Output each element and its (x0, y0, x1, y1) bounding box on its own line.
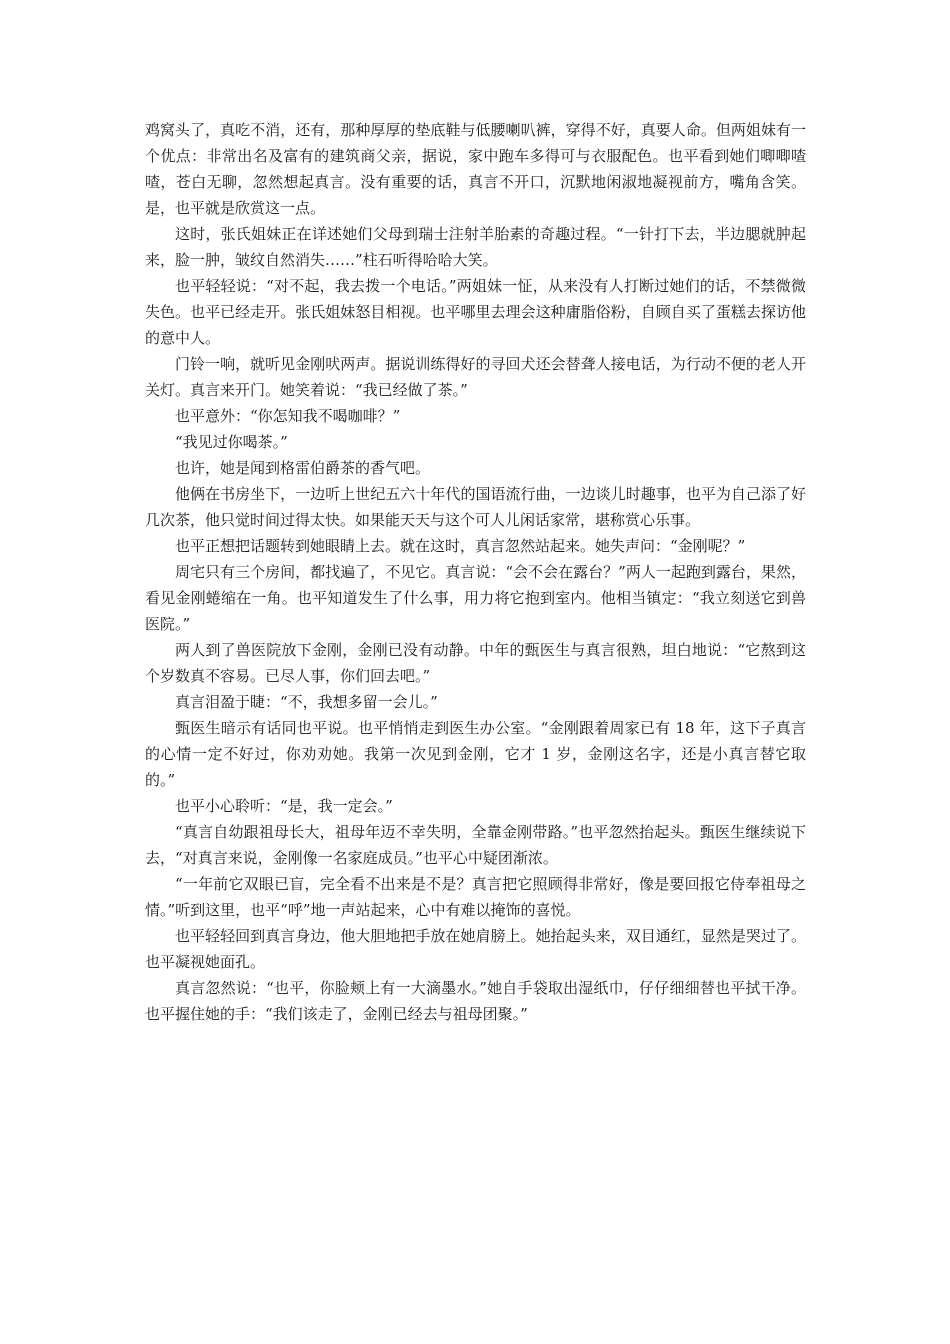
paragraph-12: 真言泪盈于睫：“不，我想多留一会儿。” (175, 693, 438, 711)
paragraph-9: 也平正想把话题转到她眼睛上去。就在这时，真言忽然站起来。她失声问：“金刚呢？” (175, 537, 746, 555)
paragraph-15: “真言自幼跟祖母长大，祖母年迈不幸失明，全靠金刚带路。”也平忽然抬起头。甄医生继续说下去，“对真言来说，金刚像一名家庭成员。”也平心中疑团渐浓。 (145, 823, 806, 867)
paragraph-1: 鸡窝头了，真吃不消，还有，那种厚厚的垫底鞋与低腰喇叭裤，穿得不好，真要人命。但两姐妹有一个优点：非常出名及富有的建筑商父亲，据说，家中跑车多得可与衣服配色。也平看到她们唧唧喳喳，苍白无聊，忽然想起真言。没有重要的话，真言不开口，沉默地闲淑地凝视前方，嘴角含笑。是，也平就是欣赏这一点。 (145, 121, 806, 217)
paragraph-18: 真言忽然说：“也平，你脸颊上有一大滴墨水。”她自手袋取出湿纸巾，仔仔细细替也平拭干净。也平握住她的手：“我们该走了，金刚已经去与祖母团聚。” (145, 979, 806, 1023)
paragraph-16: “一年前它双眼已盲，完全看不出来是不是？真言把它照顾得非常好，像是要回报它侍奉祖母之情。”听到这里，也平“呼”地一声站起来，心中有难以掩饰的喜悦。 (145, 875, 806, 919)
paragraph-13: 甄医生暗示有话同也平说。也平悄悄走到医生办公室。“金刚跟着周家已有 18 年，这下子真言的心情一定不好过，你劝劝她。我第一次见到金刚，它才 1 岁，金刚这名字，还是小真言替它取的。” (145, 719, 806, 789)
paragraph-17: 也平轻轻回到真言身边，他大胆地把手放在她肩膀上。她抬起头来，双目通红，显然是哭过了。也平凝视她面孔。 (145, 927, 806, 971)
paragraph-5: 也平意外：“你怎知我不喝咖啡？” (175, 407, 401, 425)
paragraph-3: 也平轻轻说：“对不起，我去拨一个电话。”两姐妹一怔，从来没有人打断过她们的话，不禁微微失色。也平已经走开。张氏姐妹怒目相视。也平哪里去理会这种庸脂俗粉，自顾自买了蛋糕去探访他的意中人。 (145, 277, 806, 347)
paragraph-8: 他俩在书房坐下，一边听上世纪五六十年代的国语流行曲，一边谈儿时趣事，也平为自己添了好几次茶，他只觉时间过得太快。如果能天天与这个可人儿闲话家常，堪称赏心乐事。 (145, 485, 806, 529)
paragraph-4: 门铃一响，就听见金刚吠两声。据说训练得好的寻回犬还会替聋人接电话，为行动不便的老人开关灯。真言来开门。她笑着说：“我已经做了茶。” (145, 355, 806, 399)
paragraph-6: “我见过你喝茶。” (175, 433, 288, 451)
paragraph-10: 周宅只有三个房间，都找遍了，不见它。真言说：“会不会在露台？”两人一起跑到露台，果然，看见金刚蜷缩在一角。也平知道发生了什么事，用力将它抱到室内。他相当镇定：“我立刻送它到兽医院。” (145, 563, 806, 633)
paragraph-7: 也许，她是闻到格雷伯爵茶的香气吧。 (175, 459, 431, 477)
paragraph-11: 两人到了兽医院放下金刚，金刚已没有动静。中年的甄医生与真言很熟，坦白地说：“它熬到这个岁数真不容易。已尽人事，你们回去吧。” (145, 641, 806, 685)
document-body (145, 117, 806, 1027)
paragraph-14: 也平小心聆听：“是，我一定会。” (175, 797, 393, 815)
paragraph-2: 这时，张氏姐妹正在详述她们父母到瑞士注射羊胎素的奇趣过程。“一针打下去，半边腮就肿起来，脸一肿，皱纹自然消失……”柱石听得哈哈大笑。 (145, 225, 806, 269)
